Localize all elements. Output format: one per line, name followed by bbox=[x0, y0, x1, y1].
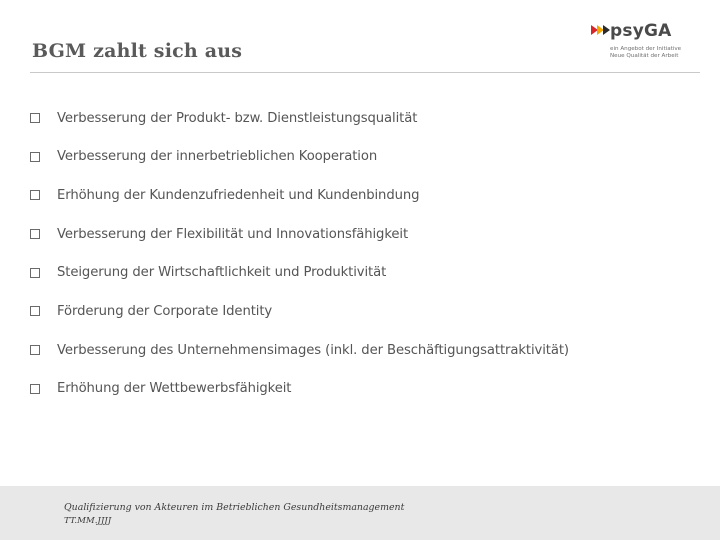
psyga-logo bbox=[590, 22, 700, 64]
list-item bbox=[30, 299, 569, 323]
slide-title: BGM zahlt sich aus bbox=[32, 40, 243, 62]
footer-title: Qualifizierung von Akteuren im Betrieblichen Gesundheitsmanagement bbox=[64, 502, 405, 513]
title-divider bbox=[30, 72, 700, 73]
logo-tagline-2: Neue Qualität der Arbeit bbox=[610, 53, 679, 59]
list-item-text: Verbesserung der Flexibilität und Innovationsfähigkeit bbox=[57, 226, 409, 242]
footer-date: TT.MM.JJJJ bbox=[64, 516, 112, 526]
list-item bbox=[30, 222, 569, 246]
logo-tagline-1: ein Angebot der Initiative bbox=[610, 46, 682, 52]
checkbox-bullet-icon bbox=[30, 113, 40, 123]
benefit-list bbox=[30, 106, 569, 416]
logo-wordmark: psyGA bbox=[610, 21, 672, 41]
checkbox-bullet-icon bbox=[30, 190, 40, 200]
checkbox-bullet-icon bbox=[30, 152, 40, 162]
list-item bbox=[30, 145, 569, 169]
checkbox-bullet-icon bbox=[30, 384, 40, 394]
list-item bbox=[30, 261, 569, 285]
checkbox-bullet-icon bbox=[30, 345, 40, 355]
list-item bbox=[30, 106, 569, 130]
list-item-text: Verbesserung der innerbetrieblichen Kooperation bbox=[57, 149, 378, 165]
list-item bbox=[30, 183, 569, 207]
list-item bbox=[30, 338, 569, 362]
list-item-text: Erhöhung der Kundenzufriedenheit und Kundenbindung bbox=[57, 187, 420, 203]
list-item-text: Verbesserung der Produkt- bzw. Dienstleistungsqualität bbox=[57, 110, 418, 126]
checkbox-bullet-icon bbox=[30, 268, 40, 278]
list-item-text: Erhöhung der Wettbewerbsfähigkeit bbox=[57, 381, 292, 397]
checkbox-bullet-icon bbox=[30, 229, 40, 239]
list-item bbox=[30, 377, 569, 401]
list-item-text: Förderung der Corporate Identity bbox=[57, 303, 273, 319]
footer-bar bbox=[0, 486, 720, 540]
checkbox-bullet-icon bbox=[30, 306, 40, 316]
list-item-text: Verbesserung des Unternehmensimages (inkl. der Beschäftigungsattraktivität) bbox=[57, 342, 569, 358]
list-item-text: Steigerung der Wirtschaftlichkeit und Produktivität bbox=[57, 265, 387, 281]
logo-arrows-icon bbox=[590, 22, 612, 38]
